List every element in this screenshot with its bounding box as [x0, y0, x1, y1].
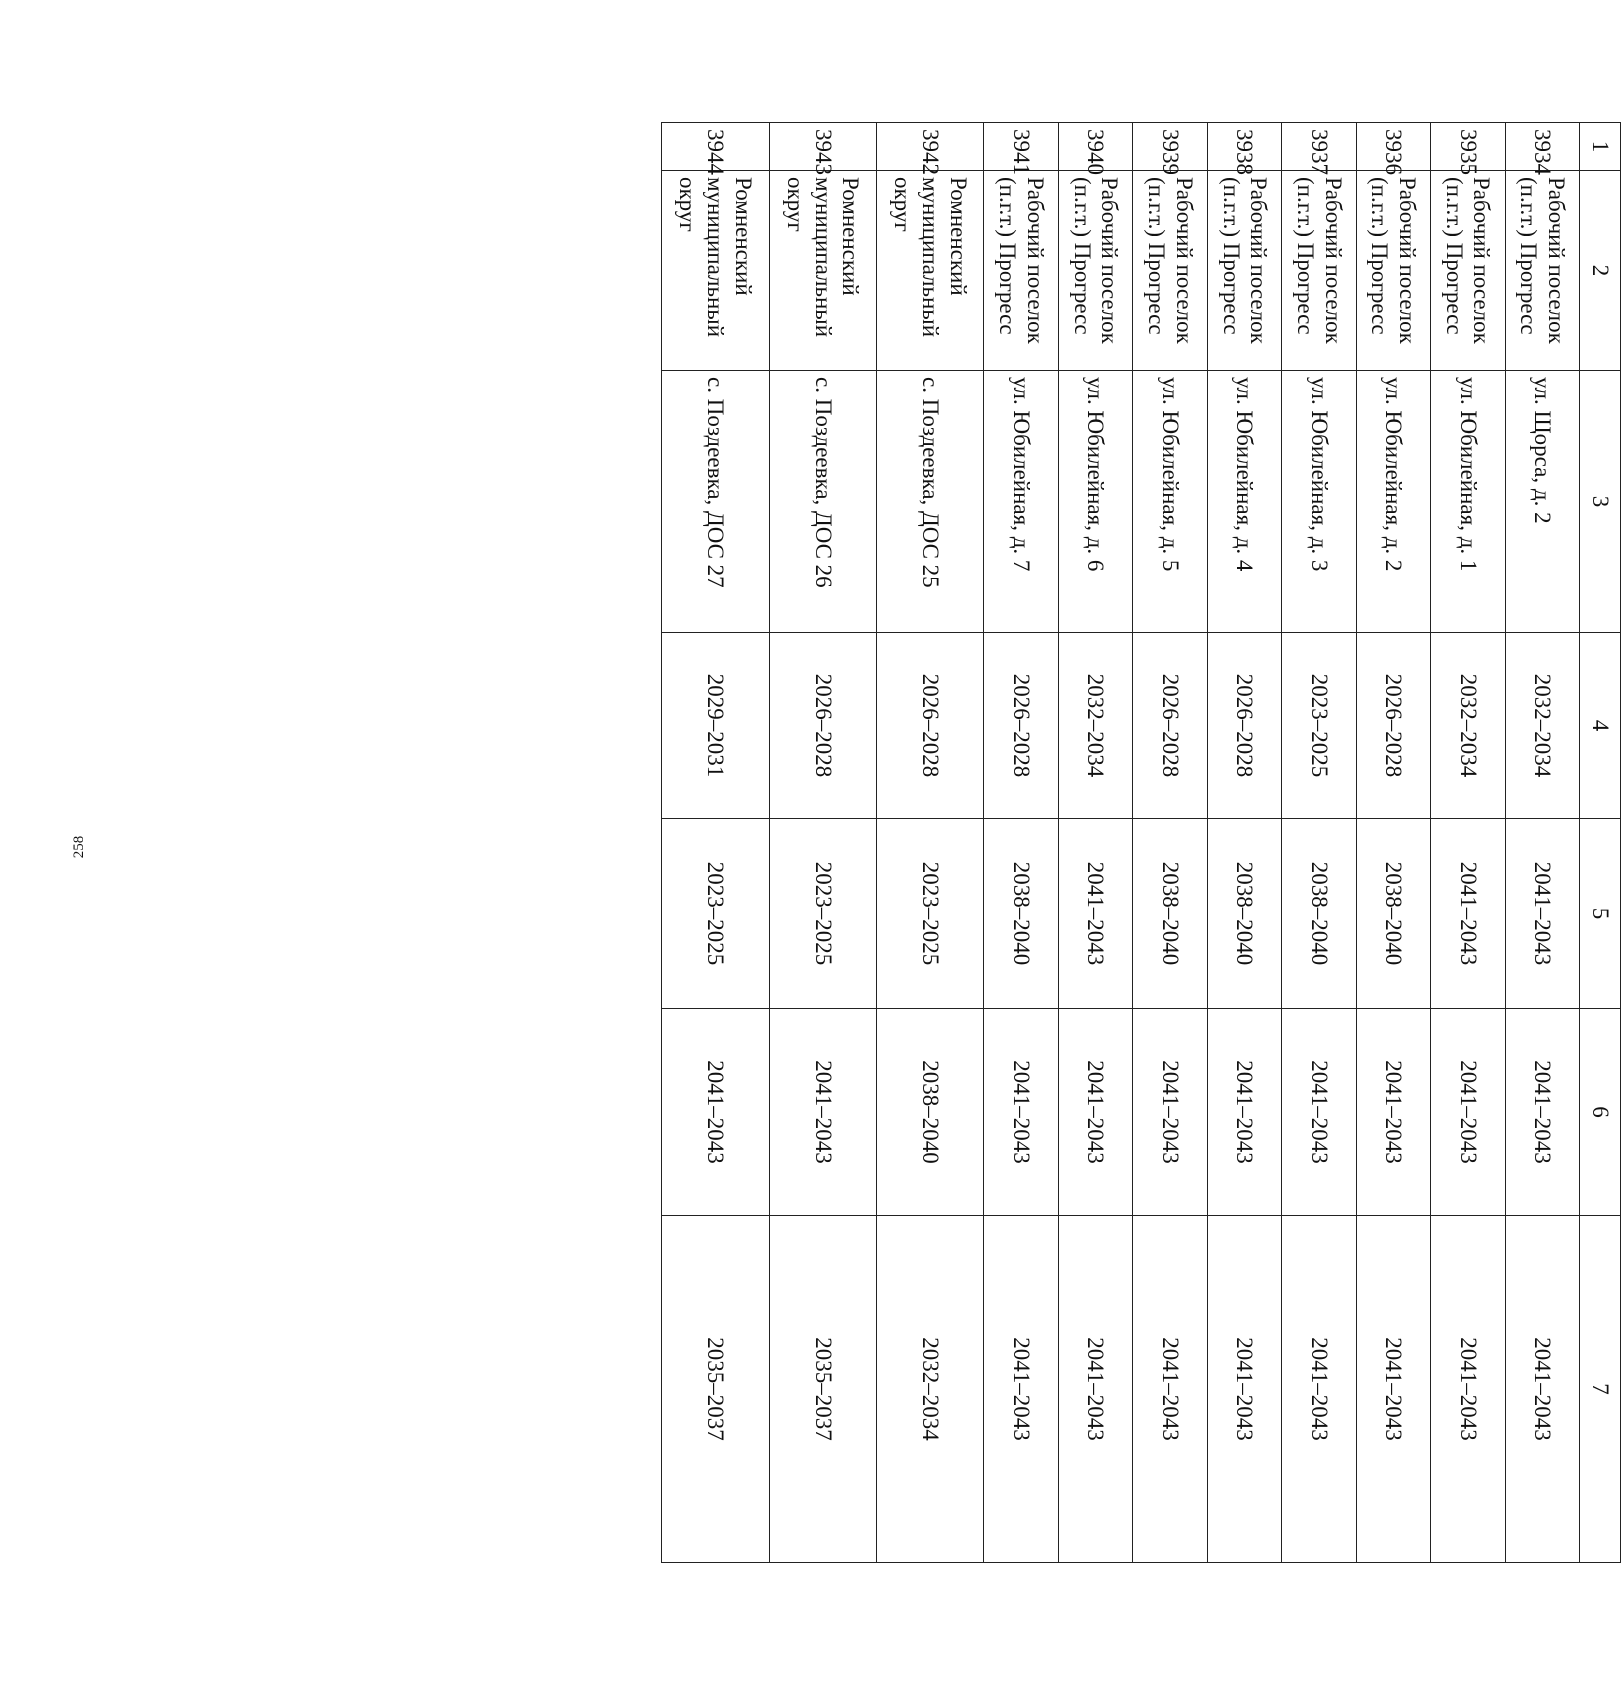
address-cell: с. Поздеевка, ДОС 26 [769, 371, 876, 633]
row-number-cell: 3938 [1207, 123, 1281, 171]
period-cell: 2026–2028 [769, 633, 876, 819]
table-row [1282, 123, 1356, 1563]
period-cell: 2026–2028 [984, 633, 1058, 819]
table-row [984, 123, 1058, 1563]
data-table [661, 122, 1621, 1563]
table-body [662, 123, 1580, 1563]
table-row [1356, 123, 1430, 1563]
address-cell: с. Поздеевка, ДОС 25 [877, 371, 984, 633]
period-cell: 2026–2028 [877, 633, 984, 819]
column-header: 2 [1580, 171, 1621, 371]
settlement-cell: Рабочий поселок (п.г.т.) Прогресс [1207, 171, 1281, 371]
row-number-cell: 3941 [984, 123, 1058, 171]
table-row [662, 123, 770, 1563]
period-cell: 2041–2043 [1431, 1216, 1505, 1563]
address-cell: ул. Юбилейная, д. 1 [1431, 371, 1505, 633]
row-number-cell: 3942 [877, 123, 984, 171]
address-cell: ул. Юбилейная, д. 2 [1356, 371, 1430, 633]
period-cell: 2032–2034 [1431, 633, 1505, 819]
page-number: 258 [71, 835, 87, 859]
settlement-cell: Ромненский муниципальный округ [877, 171, 984, 371]
address-cell: ул. Юбилейная, д. 7 [984, 371, 1058, 633]
settlement-cell: Рабочий поселок (п.г.т.) Прогресс [1282, 171, 1356, 371]
address-cell: ул. Щорса, д. 2 [1505, 371, 1579, 633]
row-number-cell: 3940 [1058, 123, 1132, 171]
period-cell: 2041–2043 [1207, 1009, 1281, 1216]
period-cell: 2023–2025 [769, 819, 876, 1009]
period-cell: 2041–2043 [1356, 1009, 1430, 1216]
period-cell: 2041–2043 [1505, 1216, 1579, 1563]
column-header: 5 [1580, 819, 1621, 1009]
period-cell: 2041–2043 [1431, 1009, 1505, 1216]
settlement-cell: Рабочий поселок (п.г.т.) Прогресс [1356, 171, 1430, 371]
address-cell: ул. Юбилейная, д. 4 [1207, 371, 1281, 633]
period-cell: 2041–2043 [1058, 1216, 1132, 1563]
address-cell: ул. Юбилейная, д. 3 [1282, 371, 1356, 633]
period-cell: 2041–2043 [1505, 819, 1579, 1009]
period-cell: 2038–2040 [984, 819, 1058, 1009]
table-row [769, 123, 876, 1563]
column-header: 1 [1580, 123, 1621, 171]
row-number-cell: 3935 [1431, 123, 1505, 171]
row-number-cell: 3943 [769, 123, 876, 171]
column-header: 4 [1580, 633, 1621, 819]
period-cell: 2041–2043 [1133, 1216, 1207, 1563]
period-cell: 2023–2025 [877, 819, 984, 1009]
period-cell: 2041–2043 [1207, 1216, 1281, 1563]
address-cell: ул. Юбилейная, д. 5 [1133, 371, 1207, 633]
settlement-cell: Ромненский муниципальный округ [769, 171, 876, 371]
period-cell: 2038–2040 [1282, 819, 1356, 1009]
period-cell: 2041–2043 [769, 1009, 876, 1216]
period-cell: 2038–2040 [877, 1009, 984, 1216]
column-header: 6 [1580, 1009, 1621, 1216]
settlement-cell: Рабочий поселок (п.г.т.) Прогресс [1505, 171, 1579, 371]
table-row [1207, 123, 1281, 1563]
period-cell: 2023–2025 [662, 819, 770, 1009]
period-cell: 2041–2043 [1282, 1216, 1356, 1563]
header-row [1580, 123, 1621, 1563]
period-cell: 2026–2028 [1356, 633, 1430, 819]
period-cell: 2041–2043 [1505, 1009, 1579, 1216]
settlement-cell: Ромненский муниципальный округ [662, 171, 770, 371]
period-cell: 2041–2043 [1058, 1009, 1132, 1216]
period-cell: 2032–2034 [1505, 633, 1579, 819]
settlement-cell: Рабочий поселок (п.г.т.) Прогресс [984, 171, 1058, 371]
period-cell: 2032–2034 [1058, 633, 1132, 819]
period-cell: 2041–2043 [662, 1009, 770, 1216]
period-cell: 2041–2043 [1431, 819, 1505, 1009]
period-cell: 2041–2043 [1282, 1009, 1356, 1216]
period-cell: 2026–2028 [1207, 633, 1281, 819]
period-cell: 2041–2043 [984, 1216, 1058, 1563]
table-row [1058, 123, 1132, 1563]
table-row [1431, 123, 1505, 1563]
row-number-cell: 3944 [662, 123, 770, 171]
period-cell: 2041–2043 [1058, 819, 1132, 1009]
settlement-cell: Рабочий поселок (п.г.т.) Прогресс [1431, 171, 1505, 371]
settlement-cell: Рабочий поселок (п.г.т.) Прогресс [1133, 171, 1207, 371]
period-cell: 2035–2037 [769, 1216, 876, 1563]
period-cell: 2032–2034 [877, 1216, 984, 1563]
period-cell: 2041–2043 [1133, 1009, 1207, 1216]
period-cell: 2038–2040 [1356, 819, 1430, 1009]
row-number-cell: 3934 [1505, 123, 1579, 171]
address-cell: с. Поздеевка, ДОС 27 [662, 371, 770, 633]
table-row [1505, 123, 1579, 1563]
row-number-cell: 3939 [1133, 123, 1207, 171]
settlement-cell: Рабочий поселок (п.г.т.) Прогресс [1058, 171, 1132, 371]
period-cell: 2041–2043 [1356, 1216, 1430, 1563]
period-cell: 2029–2031 [662, 633, 770, 819]
table-row [1133, 123, 1207, 1563]
table-row [877, 123, 984, 1563]
row-number-cell: 3936 [1356, 123, 1430, 171]
period-cell: 2038–2040 [1133, 819, 1207, 1009]
address-cell: ул. Юбилейная, д. 6 [1058, 371, 1132, 633]
column-header: 7 [1580, 1216, 1621, 1563]
row-number-cell: 3937 [1282, 123, 1356, 171]
period-cell: 2026–2028 [1133, 633, 1207, 819]
period-cell: 2023–2025 [1282, 633, 1356, 819]
column-header: 3 [1580, 371, 1621, 633]
period-cell: 2038–2040 [1207, 819, 1281, 1009]
period-cell: 2041–2043 [984, 1009, 1058, 1216]
period-cell: 2035–2037 [662, 1216, 770, 1563]
table-frame [181, 122, 1613, 1562]
rotated-table-container [661, 122, 1621, 1562]
